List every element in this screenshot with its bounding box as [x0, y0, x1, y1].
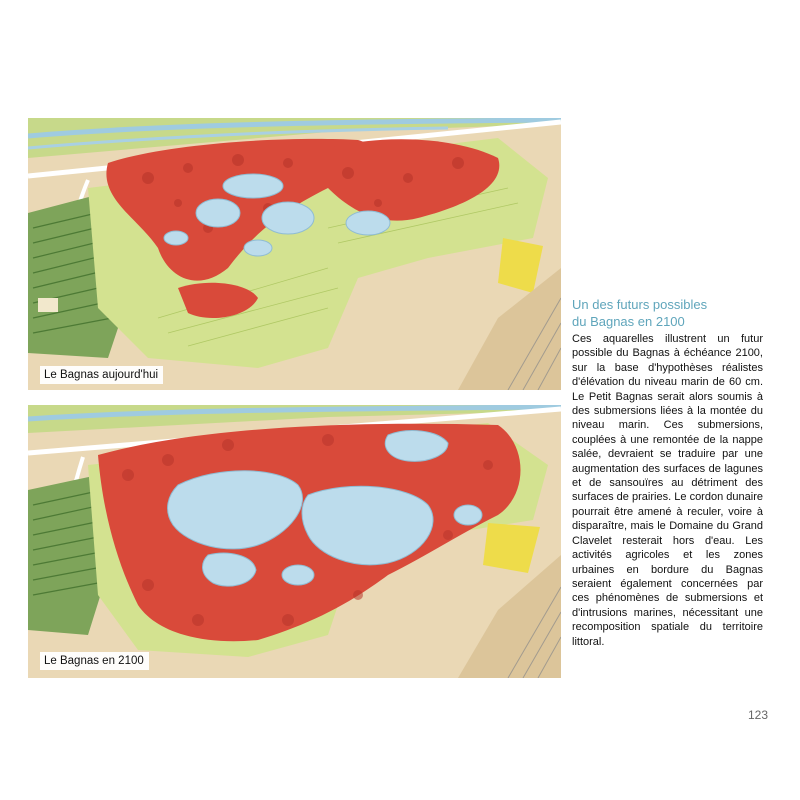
sidebar-title — [572, 296, 772, 330]
watercolor-map-2100 — [28, 405, 561, 678]
sidebar-body-text: Ces aquarelles illustrent un futur possible du Bagnas à échéance 2100, sur la base d'hypothèses réalistes d'élévation du niveau marin de 60 cm. Le Petit Bagnas serait alors soumis à des submersions liées à la montée du niveau marin. Ces submersions, couplées à une remontée de la nappe salée, devraient se traduire par une augmentation des surfaces de lagunes et de sansouïres au détriment des surfaces de prairies. Le cordon dunaire pourrait être amené à reculer, voire à disparaître, mais le Domaine du Grand Clavelet resterait hors d'eau. Les activités agricoles et les zones urbaines en bordure du Bagnas seraient également concernées par ces phénomènes de submersions et d'intrusions marines, nécessitant une recomposition spatiale du territoire littoral. — [572, 333, 763, 648]
page-number: 123 — [747, 708, 768, 722]
sidebar-title-line1: Un des futurs possibles — [572, 297, 708, 312]
watercolor-map-today — [28, 118, 561, 390]
figure-caption-2100: Le Bagnas en 2100 — [40, 652, 149, 670]
illustration-bagnas-2100 — [28, 405, 561, 678]
illustration-bagnas-today — [28, 118, 561, 390]
figure-caption-today: Le Bagnas aujourd'hui — [40, 366, 163, 384]
sidebar-title-line2: du Bagnas en 2100 — [572, 314, 685, 329]
